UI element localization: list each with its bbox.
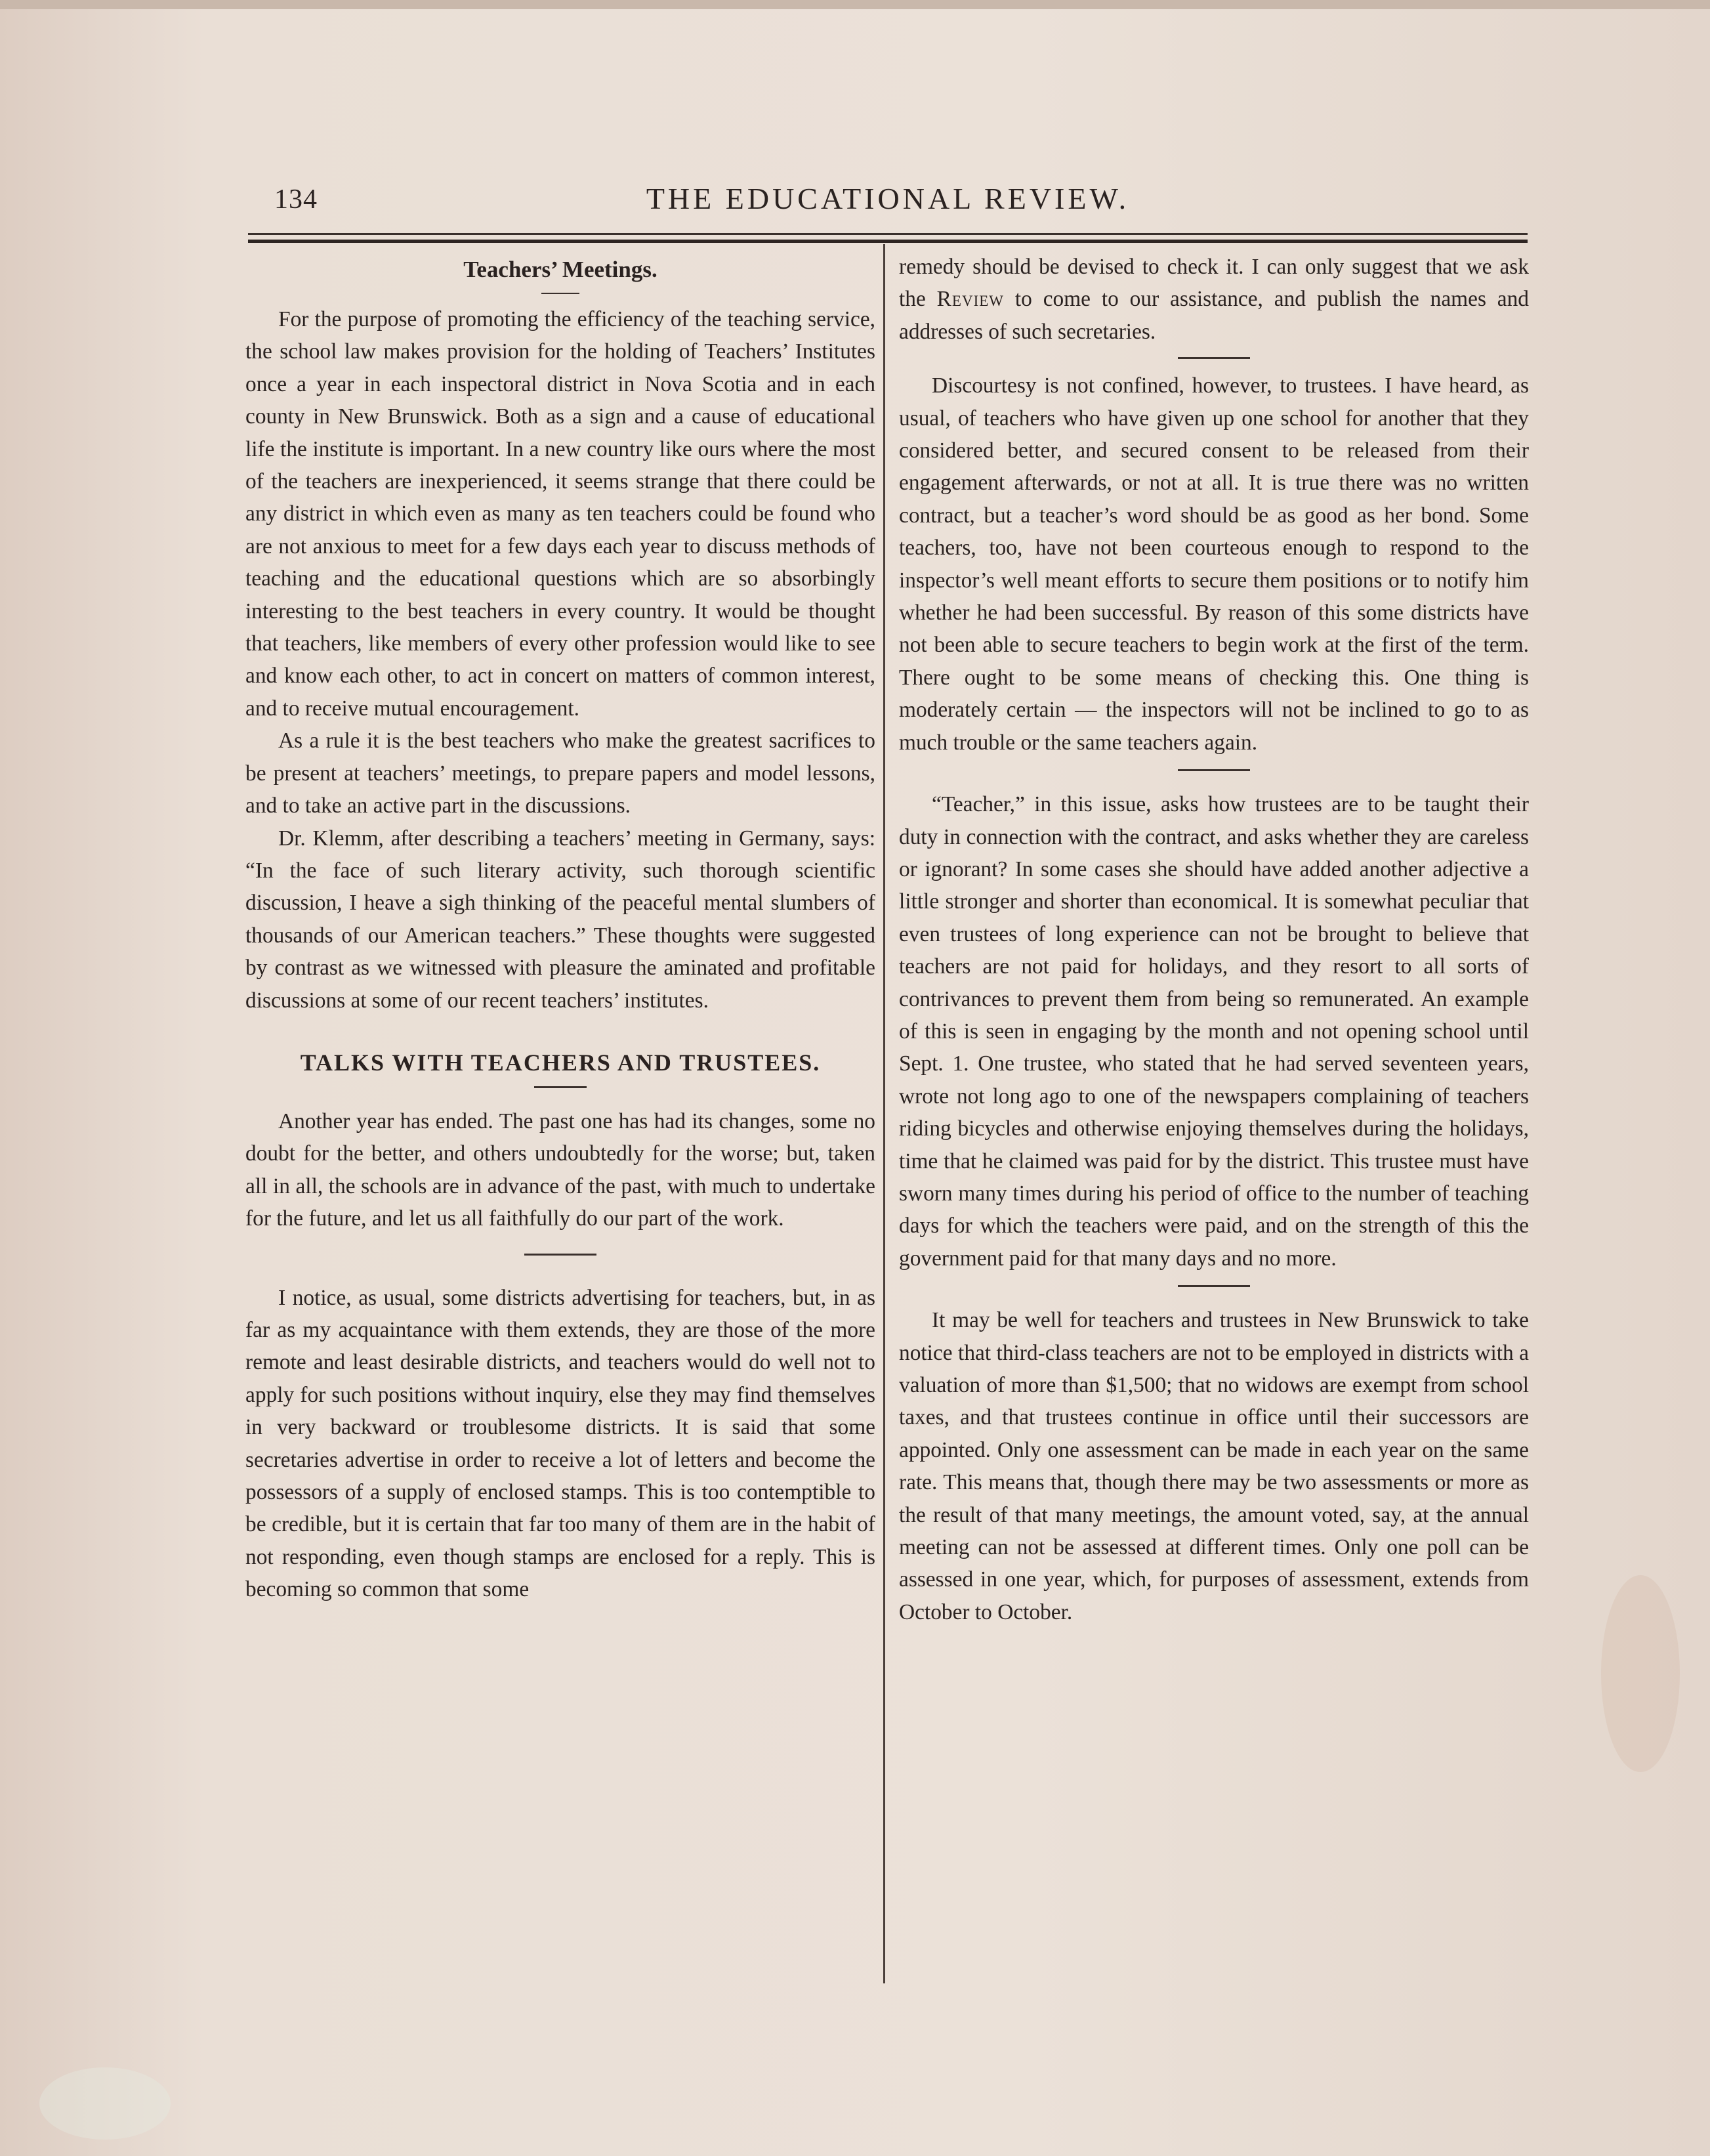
paragraph-teacher-asks: “Teacher,” in this issue, asks how trustees are to be taught their duty in connection with the contract, and asks whether they are careless or ignorant? In some cases she should have added another adjective a little stronger and shorter than economical. It is somewhat peculiar that even trustees of long experience can not be brought to believe that teachers are not paid for holidays, and they resort to all sorts of contrivances to prevent them from being so remunerated. An example of this is seen in engaging by the month and not opening school until Sept. 1. One trustee, who stated that he had served seventeen years, wrote not long ago to one of the newspapers complaining of teachers riding bicycles and otherwise enjoying themselves during the holidays, time that he claimed was paid for by the district. This trustee must have sworn many times during his period of office to the number of teaching days for which the teachers were paid, and on the strength of this the government paid for that many days and no more.	[899, 792, 1529, 1271]
page-number: 134	[274, 184, 318, 215]
paper-stain	[39, 2067, 171, 2140]
left-column	[245, 251, 875, 1606]
paragraph-best-teachers: As a rule it is the best teachers who make the greatest sacrifices to be present at teachers’ meetings, to prepare papers and model lessons, and to take an active part in the discussions.	[245, 729, 875, 818]
separator-rule	[1178, 357, 1250, 359]
journal-title: THE EDUCATIONAL REVIEW.	[646, 182, 1130, 215]
review-smallcaps: Review	[936, 287, 1005, 312]
paper-stain	[1601, 1575, 1680, 1772]
header-rule-thick	[248, 240, 1528, 243]
paragraph-advertising: I notice, as usual, some districts advertising for teachers, but, in as far as my acquaintance with them extends, they are those of the more remote and least desirable districts, and teachers would do well not to apply for such positions without inquiry, else they may find themselves in very backward or troublesome districts. It is said that some secretaries advertise in order to receive a lot of letters and become the possessors of a supply of enclosed stamps. This is too contemptible to be credible, but it is certain that far too many of them are in the habit of not responding, even though stamps are enclosed for a reply. This is becoming so common that some	[245, 1285, 875, 1602]
separator-rule	[1178, 1285, 1250, 1287]
section-title-teachers-meetings: Teachers’ Meetings.	[463, 257, 657, 282]
header-rule-thin	[248, 233, 1528, 235]
column-divider	[883, 244, 885, 1983]
title-rule	[534, 1086, 587, 1088]
paragraph-year-ended: Another year has ended. The past one has had its changes, some no doubt for the better, and others undoubtedly for the worse; but, taken all in all, the schools are in advance of the past, with much to undertake for the future, and let us all faithfully do our part of the work.	[245, 1109, 875, 1231]
separator-rule	[524, 1254, 596, 1256]
paragraph-discourtesy: Discourtesy is not confined, however, to trustees. I have heard, as usual, of teachers who have given up one school for another that they considered better, and secured consent to be released from their engagement afterwards, or not at all. It is true there was no written contract, but a teacher’s word should be as good as her bond. Some teachers, too, have not been courteous enough to respond to the inspector’s well meant efforts to secure them positions or to notify him whether he had been successful. By reason of this some districts have not been able to secure teachers to begin work at the first of the term. There ought to be some means of checking this. One thing is moderately certain — the inspectors will not be inclined to go to as much trouble or the same teachers again.	[899, 373, 1529, 755]
title-rule	[541, 293, 579, 294]
page-header	[248, 179, 1528, 224]
page-top-edge	[0, 0, 1710, 9]
text-run: to come to our assistance, and publish the names and addresses of such secretaries.	[899, 287, 1530, 344]
separator-rule	[1178, 769, 1250, 771]
paragraph-institutes: For the purpose of promoting the efficiency of the teaching service, the school law makes provision for the holding of Teachers’ Institutes once a year in each inspectoral district in Nova Scotia and in each county in New Brunswick. Both as a sign and a cause of educational life the institute is important. In a new country like ours where the most of the teachers are inexperienced, it seems strange that there could be any district in which even as many as ten teachers could be found who are not anxious to meet for a few days each year to discuss methods of teaching and the educational questions which are so absorbingly interesting to the best teachers in every country. It would be thought that teachers, like members of every other profession would like to see and know each other, to act in concert on matters of common interest, and to receive mutual encouragement.	[245, 307, 875, 721]
section-title-talks: TALKS WITH TEACHERS AND TRUSTEES.	[300, 1049, 821, 1076]
paragraph-new-brunswick: It may be well for teachers and trustees in New Brunswick to take notice that third-class teachers are not to be employed in districts with a valuation of more than $1,500; that no widows are exempt from school taxes, and that trustees continue in office until their successors are appointed. Only one assessment can be made in each year on the same rate. This means that, though there may be two assessments or more as the result of that many meetings, the amount voted, say, at the annual meeting can not be assessed at different times. Only one poll can be assessed in one year, which, for purposes of assessment, extends from October to October.	[899, 1308, 1529, 1624]
paragraph-dr-klemm: Dr. Klemm, after describing a teachers’ meeting in Germany, says: “In the face of such literary activity, such thorough scientific discussion, I heave a sigh thinking of the peaceful mental slumbers of thousands of our American teachers.” These thoughts were suggested by contrast as we witnessed with pleasure the aminated and profitable discussions at some of our recent teachers’ institutes.	[245, 826, 875, 1013]
right-column	[899, 251, 1529, 1628]
text-run: remedy should be devised to check it. I can only suggest that we ask the	[899, 255, 1529, 312]
paragraph-remedy	[899, 251, 1529, 348]
